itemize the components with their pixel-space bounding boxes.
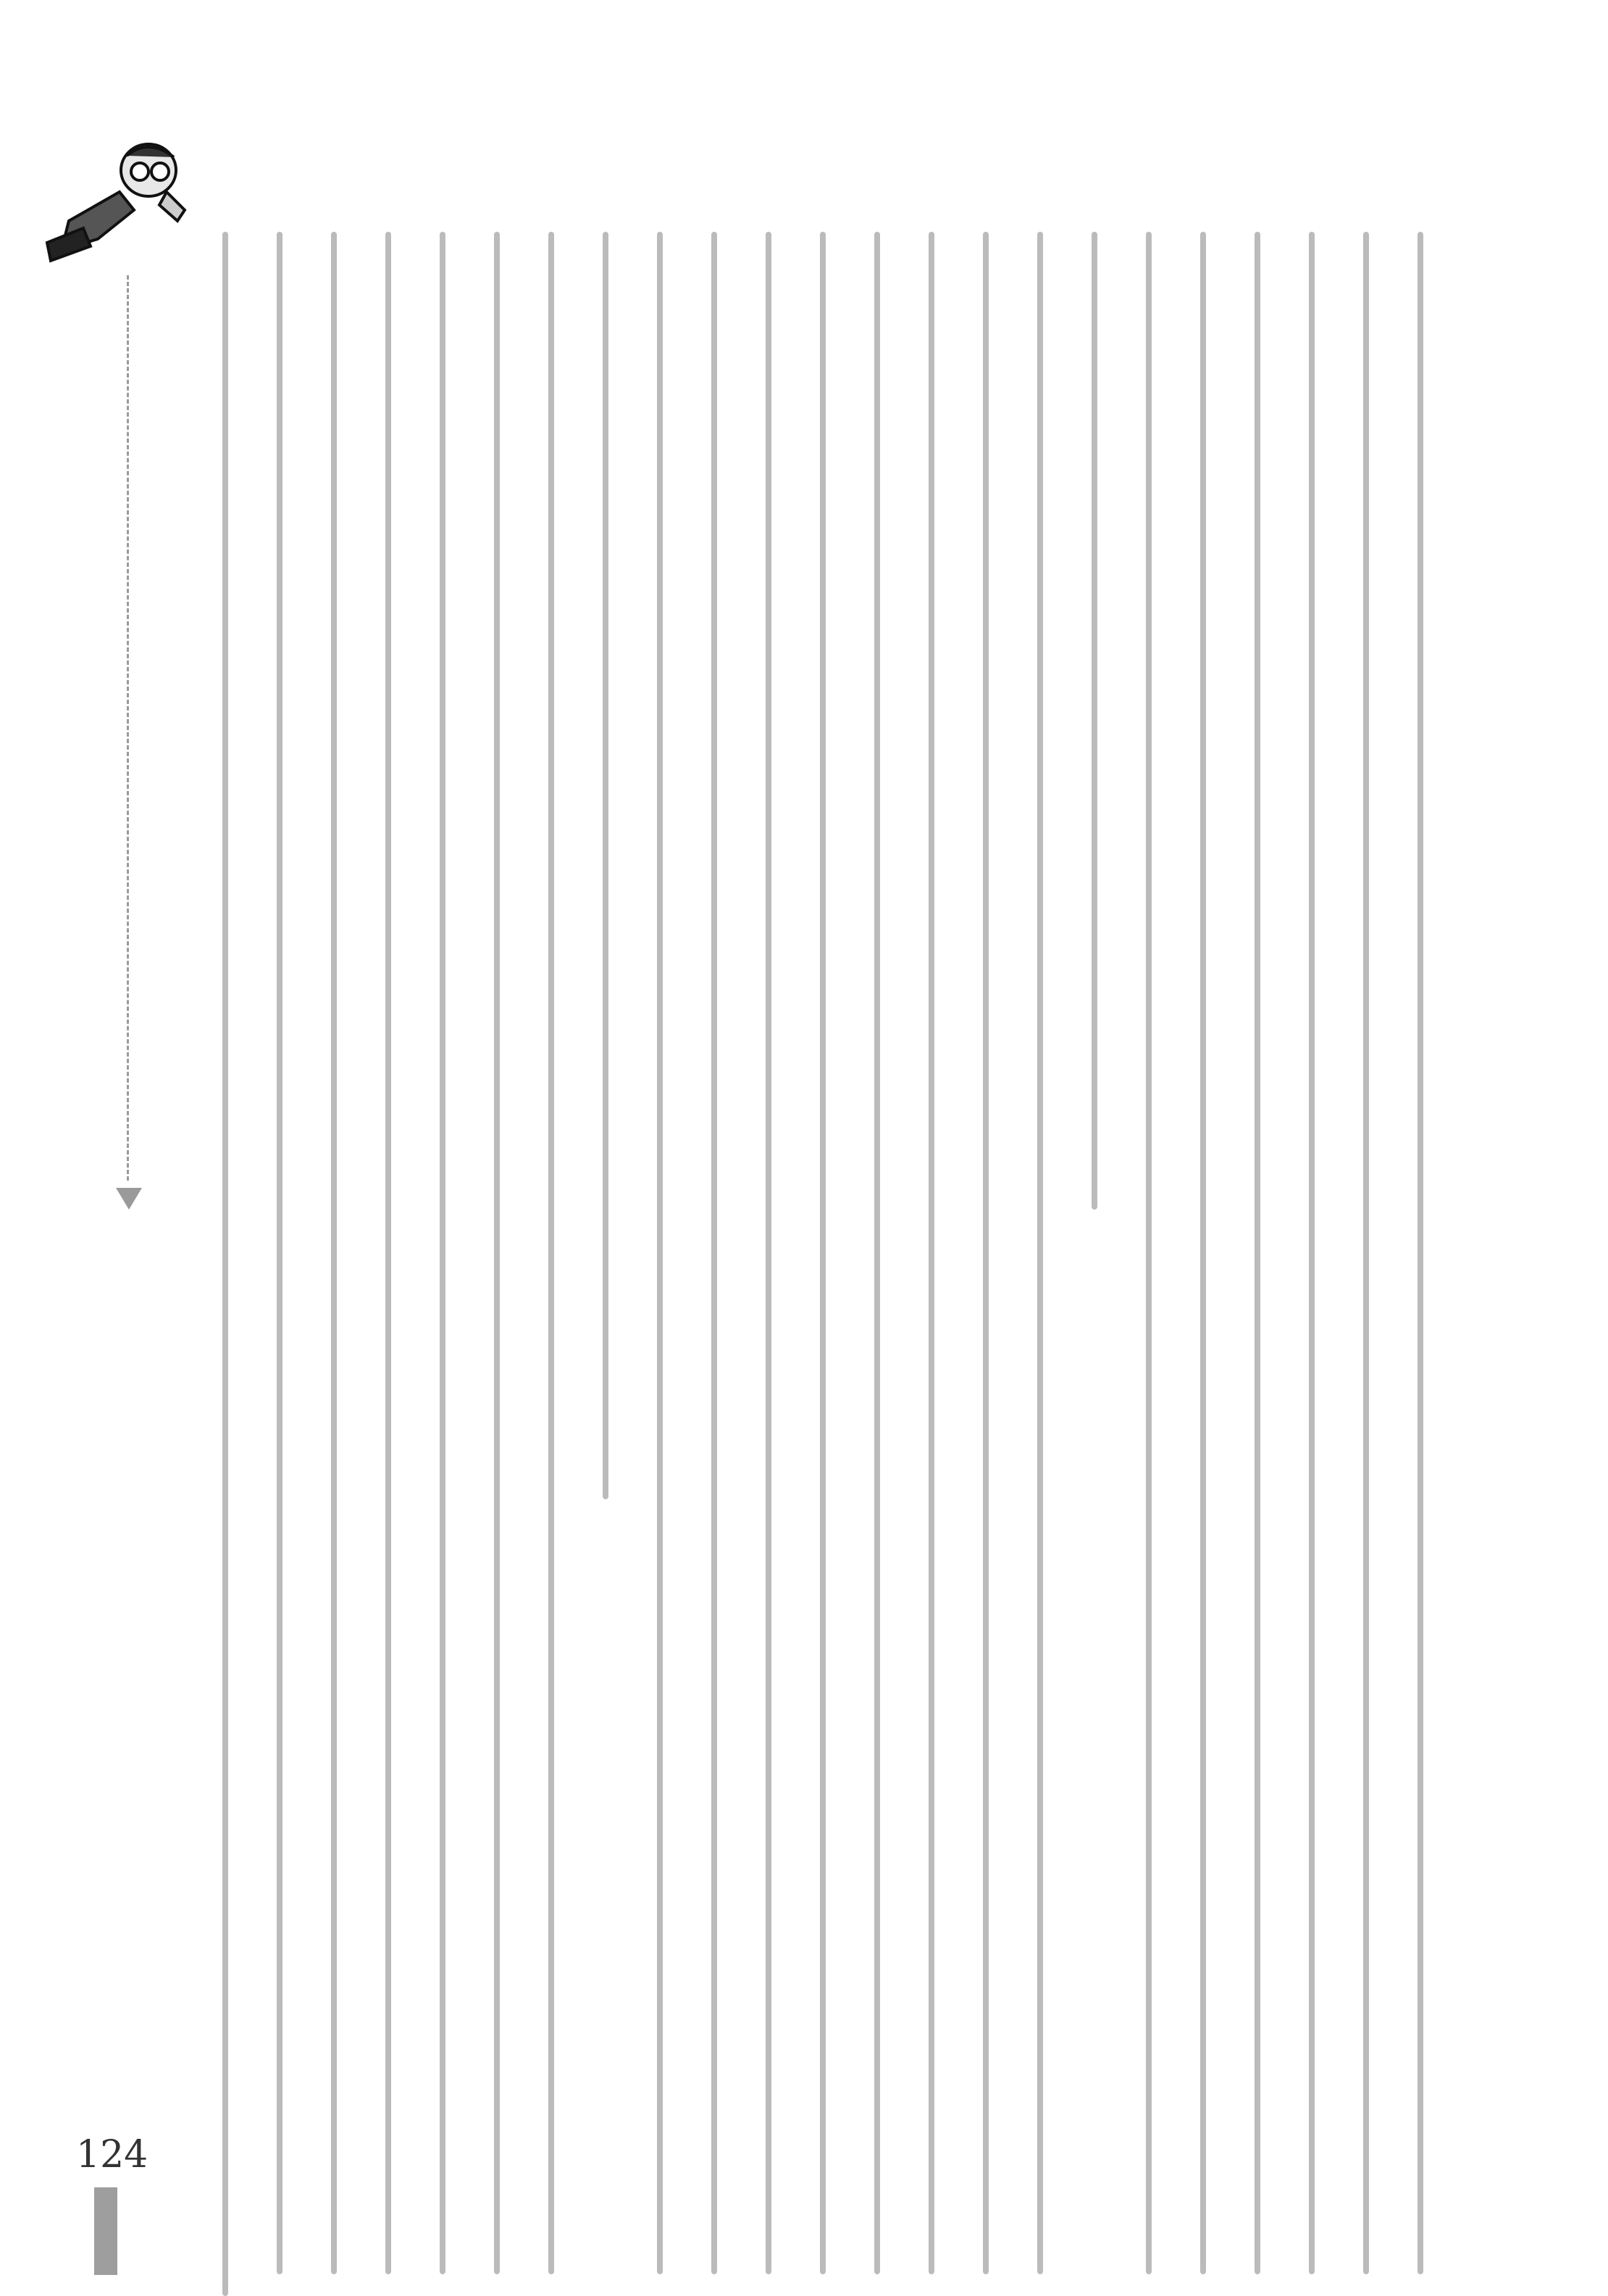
text-placeholder xyxy=(983,232,989,2274)
cartoon-figure-illustration xyxy=(40,141,192,264)
header-dashed-rule xyxy=(127,275,129,1181)
text-placeholder xyxy=(440,232,445,2274)
text-placeholder xyxy=(603,232,608,1499)
running-header xyxy=(43,275,72,1036)
text-placeholder xyxy=(222,232,228,2296)
text-placeholder xyxy=(1418,232,1423,2274)
text-placeholder xyxy=(1037,232,1043,2274)
text-placeholder xyxy=(277,232,282,2274)
text-placeholder xyxy=(1200,232,1206,2274)
text-placeholder xyxy=(820,232,826,2274)
text-placeholder xyxy=(1146,232,1152,2274)
page-number: 124 xyxy=(76,2133,148,2176)
text-placeholder xyxy=(1309,232,1315,2274)
text-placeholder xyxy=(548,232,554,2274)
text-placeholder xyxy=(331,232,337,2274)
text-placeholder xyxy=(766,232,771,2274)
text-placeholder xyxy=(711,232,717,2274)
text-placeholder xyxy=(494,232,500,2274)
page-edge-bar xyxy=(94,2187,117,2275)
header-arrow-marker xyxy=(116,1188,142,1210)
text-placeholder xyxy=(657,232,663,2274)
text-placeholder xyxy=(874,232,880,2274)
text-placeholder xyxy=(1092,232,1097,1210)
text-placeholder xyxy=(385,232,391,2274)
text-placeholder xyxy=(929,232,934,2274)
text-placeholder xyxy=(1363,232,1369,2274)
text-placeholder xyxy=(1255,232,1260,2274)
